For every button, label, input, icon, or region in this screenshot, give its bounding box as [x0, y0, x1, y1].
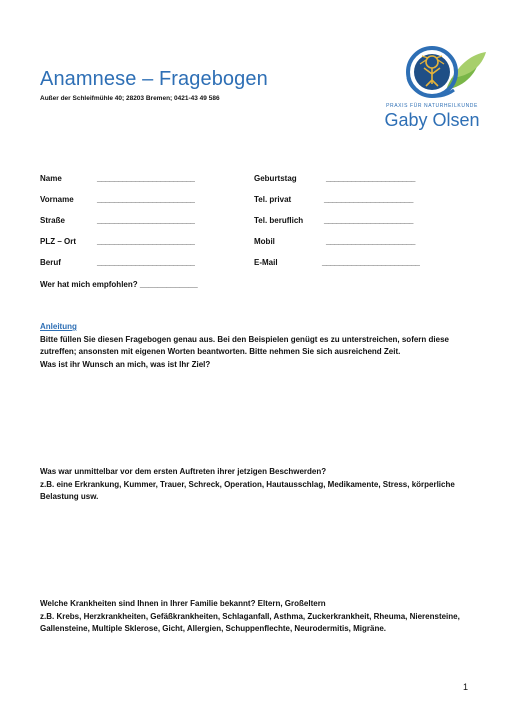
question-goal: Was ist ihr Wunsch an mich, was ist Ihr Ziel? [40, 359, 211, 369]
field-name-label: Name [40, 174, 62, 183]
field-plz-ort-line: _______________________ [97, 237, 195, 246]
field-mobil-line: _____________________ [326, 237, 416, 246]
field-email-label: E-Mail [254, 258, 278, 267]
practice-address: Außer der Schleifmühle 40; 28203 Bremen; 0421-43 49 586 [40, 95, 220, 102]
question-onset-example-2: Belastung usw. [40, 492, 99, 502]
question-family-example-1: z.B. Krebs, Herzkrankheiten, Gefäßkrankheiten, Schlaganfall, Asthma, Zuckerkrankheit, Rheuma, Nierensteine, [40, 611, 460, 621]
field-geburtstag-line: _____________________ [326, 174, 416, 183]
field-geburtstag-label: Geburtstag [254, 174, 297, 183]
field-vorname-label: Vorname [40, 195, 74, 204]
instructions-line-1: Bitte füllen Sie diesen Fragebogen genau aus. Bei den Beispielen genügt es zu unterstreichen, sofern diese [40, 334, 449, 344]
page-number: 1 [463, 682, 469, 692]
question-onset-example-1: z.B. eine Erkrankung, Kummer, Trauer, Schreck, Operation, Hautausschlag, Medikamente, Stress, körperliche [40, 479, 455, 489]
field-mobil-label: Mobil [254, 237, 275, 246]
field-name-line: _______________________ [97, 174, 195, 183]
field-plz-ort-label: PLZ – Ort [40, 237, 77, 246]
field-tel-privat-label: Tel. privat [254, 195, 292, 204]
field-beruf-line: _______________________ [97, 258, 195, 267]
question-family-example-2: Gallensteine, Multiple Sklerose, Gicht, Allergien, Schuppenflechte, Neurodermitis, Migräne. [40, 624, 387, 634]
logo-subtitle: PRAXIS FÜR NATURHEILKUNDE [386, 103, 478, 109]
tree-of-life-logo-icon [382, 38, 492, 104]
field-vorname-line: _______________________ [97, 195, 195, 204]
field-tel-privat-line: _____________________ [324, 195, 414, 204]
field-email-line: _______________________ [322, 258, 420, 267]
field-beruf-label: Beruf [40, 258, 61, 267]
referral-line: Wer hat mich empfohlen? _____________ [40, 280, 198, 289]
instructions-line-2: zutreffen; ansonsten mit eigenen Worten beantworten. Bitte nehmen Sie sich ausreichend Zeit. [40, 347, 401, 357]
question-family: Welche Krankheiten sind Ihnen in Ihrer Familie bekannt? Eltern, Großeltern [40, 599, 326, 608]
field-strasse-label: Straße [40, 216, 65, 225]
field-tel-beruflich-label: Tel. beruflich [254, 216, 304, 225]
instructions-block [40, 321, 490, 371]
field-strasse-line: _______________________ [97, 216, 195, 225]
question-block-family [40, 598, 490, 636]
question-onset: Was war unmittelbar vor dem ersten Auftreten ihrer jetzigen Beschwerden? [40, 467, 327, 476]
field-tel-beruflich-line: _____________________ [324, 216, 414, 225]
logo-name: Gaby Olsen [384, 110, 480, 130]
page-title: Anamnese – Fragebogen [40, 68, 268, 90]
instructions-heading: Anleitung [40, 322, 77, 331]
question-block-onset [40, 466, 490, 504]
